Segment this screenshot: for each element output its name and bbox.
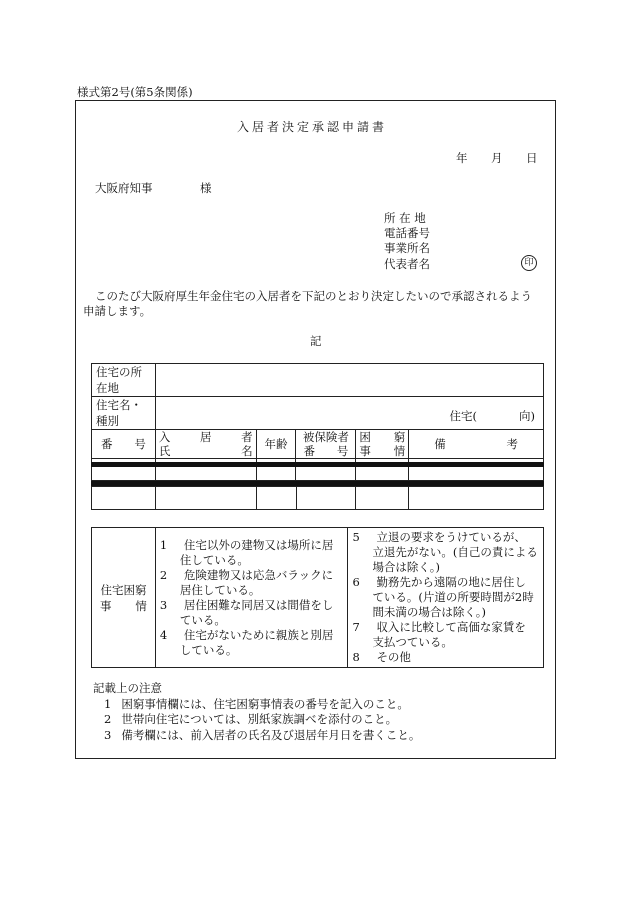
omission-bar-top [91, 462, 544, 467]
hardship-items-left [155, 528, 348, 668]
cell-name[interactable] [155, 487, 256, 510]
hardship-item-7: 7 収入に比較して高価な家賃を 支払つている。 [352, 620, 526, 649]
house-name-value[interactable] [155, 397, 543, 430]
applicant-business-label: 事業所名 [384, 241, 430, 255]
location-label: 住宅の所在地 [92, 364, 156, 397]
date-month: 月 [491, 151, 503, 165]
cell-remarks[interactable] [409, 487, 544, 510]
house-name-label: 住宅名・種別 [92, 397, 156, 430]
house-direction-label: 向) [519, 409, 535, 423]
date-year: 年 [456, 151, 468, 165]
col-number: 番 号 [92, 430, 156, 459]
note-item-2: 2 世帯向住宅については、別紙家族調べを添付のこと。 [104, 712, 398, 726]
hardship-item-5: 5 立退の要求をうけているが、 立退先がない。(自己の責による 場合は除く。) [352, 530, 538, 574]
applicant-address-label: 所 在 地 [384, 211, 426, 225]
hardship-table [91, 527, 544, 668]
col-remarks: 備 考 [409, 430, 544, 459]
note-item-1: 1 困窮事情欄には、住宅困窮事情表の番号を記入のこと。 [104, 697, 409, 711]
intro-text: このたび大阪府厚生年金住宅の入居者を下記のとおり決定したいので承認されるよう [95, 289, 532, 303]
col-hardship: 困 窮 事 情 [356, 430, 409, 459]
addressee-honorific: 様 [200, 181, 212, 195]
cell-number[interactable] [92, 487, 156, 510]
notes-heading: 記載上の注意 [93, 681, 162, 695]
table-row [92, 487, 544, 510]
location-value[interactable] [155, 364, 543, 397]
cell-hardship[interactable] [356, 487, 409, 510]
applicant-rep-label: 代表者名 [384, 257, 430, 271]
col-resident-name: 入 居 者 氏 名 [155, 430, 256, 459]
cell-insured-number[interactable] [296, 487, 356, 510]
col-insured-number: 被保険者 番 号 [296, 430, 356, 459]
intro-text-2: 申請します。 [83, 304, 152, 318]
hardship-item-4: 4 住宅がないために親族と別居 している。 [159, 627, 334, 657]
col-age: 年齢 [256, 430, 296, 459]
form-number: 様式第2号(第5条関係) [77, 85, 193, 99]
hardship-item-1: 1 住宅以外の建物又は場所に居 住している。 [159, 537, 334, 567]
seal-mark: 印 [521, 255, 537, 271]
date-day: 日 [526, 151, 538, 165]
cell-age[interactable] [256, 487, 296, 510]
note-item-3: 3 備考欄には、前入居者の氏名及び退居年月日を書くこと。 [104, 728, 421, 742]
hardship-items-right [348, 528, 544, 668]
hardship-item-2: 2 危険建物又は応急バラックに 居住している。 [159, 567, 334, 597]
addressee-name: 大阪府知事 [95, 181, 153, 195]
house-type-label: 住宅( [449, 409, 477, 423]
form-title: 入居者決定承認申請書 [237, 120, 388, 134]
hardship-item-3: 3 居住困難な同居又は間借をし ている。 [159, 597, 334, 627]
applicant-phone-label: 電話番号 [384, 226, 430, 240]
hardship-item-6: 6 勤務先から遠隔の地に居住し ている。(片道の所要時間が2時 間未満の場合は除く。) [352, 575, 534, 619]
hardship-label: 住宅困窮 事 情 [92, 528, 156, 668]
hardship-item-8: 8 その他 [352, 650, 411, 664]
housing-table-continued [91, 486, 544, 510]
ki-label: 記 [310, 334, 322, 348]
